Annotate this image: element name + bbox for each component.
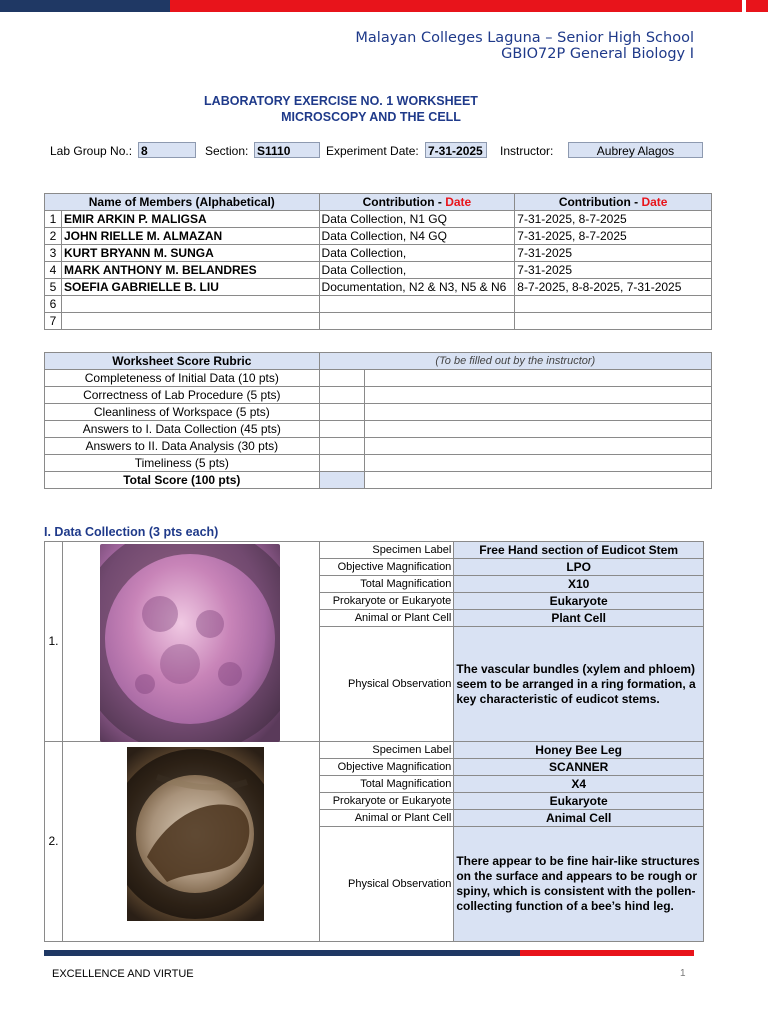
rubric-item: Timeliness (5 pts) [45, 455, 320, 472]
rubric-remarks-cell[interactable] [364, 455, 711, 472]
prokaryote-value[interactable]: Eukaryote [454, 593, 704, 610]
rubric-remarks-cell[interactable] [364, 421, 711, 438]
rubric-score-cell[interactable] [319, 438, 364, 455]
eudicot-stem-texture [100, 544, 280, 742]
rubric-item: Correctness of Lab Procedure (5 pts) [45, 387, 320, 404]
school-name: Malayan Colleges Laguna – Senior High School [355, 30, 694, 46]
honey-bee-leg-texture [127, 747, 264, 921]
table-row [45, 228, 712, 245]
observation-caption: Physical Observation [320, 627, 454, 742]
lab-group-label: Lab Group No.: [50, 144, 133, 158]
honey-bee-leg-micrograph [127, 747, 264, 921]
rubric-total-row [45, 472, 712, 489]
member-contribution[interactable] [319, 296, 515, 313]
rubric-score-cell[interactable] [319, 455, 364, 472]
header-bar-red [170, 0, 742, 12]
rubric-total-label: Total Score (100 pts) [45, 472, 320, 489]
objective-magnification-value[interactable]: SCANNER [454, 759, 704, 776]
rubric-item: Answers to II. Data Analysis (30 pts) [45, 438, 320, 455]
total-magnification-caption: Total Magnification [320, 576, 454, 593]
members-name-header: Name of Members (Alphabetical) [45, 194, 320, 211]
rubric-header-row [45, 353, 712, 370]
rubric-score-cell[interactable] [319, 387, 364, 404]
cell-type-caption: Animal or Plant Cell [320, 610, 454, 627]
member-number: 6 [45, 296, 62, 313]
table-row [45, 279, 712, 296]
member-name[interactable]: KURT BRYANN M. SUNGA [61, 245, 319, 262]
worksheet-subtitle: MICROSCOPY AND THE CELL [281, 110, 461, 124]
school-header [355, 30, 694, 62]
table-row [45, 421, 712, 438]
member-number: 1 [45, 211, 62, 228]
member-number: 4 [45, 262, 62, 279]
table-row [45, 211, 712, 228]
member-date[interactable]: 7-31-2025 [515, 262, 712, 279]
rubric-total-remarks[interactable] [364, 472, 711, 489]
rubric-score-cell[interactable] [319, 370, 364, 387]
worksheet-title: LABORATORY EXERCISE NO. 1 WORKSHEET [204, 94, 478, 108]
section-field[interactable]: S1110 [254, 142, 320, 158]
member-name[interactable]: MARK ANTHONY M. BELANDRES [61, 262, 319, 279]
rubric-remarks-cell[interactable] [364, 438, 711, 455]
rubric-item: Answers to I. Data Collection (45 pts) [45, 421, 320, 438]
prokaryote-caption: Prokaryote or Eukaryote [320, 593, 454, 610]
member-date[interactable]: 7-31-2025 [515, 245, 712, 262]
member-date[interactable]: 8-7-2025, 8-8-2025, 7-31-2025 [515, 279, 712, 296]
instructor-field[interactable]: Aubrey Alagos [568, 142, 703, 158]
member-date[interactable]: 7-31-2025, 8-7-2025 [515, 228, 712, 245]
member-number: 2 [45, 228, 62, 245]
specimen-label-value[interactable]: Honey Bee Leg [454, 742, 704, 759]
specimen-number: 2. [45, 742, 63, 942]
member-contribution[interactable]: Data Collection, N1 GQ [319, 211, 515, 228]
prokaryote-value[interactable]: Eukaryote [454, 793, 704, 810]
specimen-label-caption: Specimen Label [320, 742, 454, 759]
footer-bar-navy [44, 950, 520, 956]
objective-magnification-caption: Objective Magnification [320, 759, 454, 776]
experiment-date-field[interactable]: 7-31-2025 [425, 142, 487, 158]
table-row [45, 296, 712, 313]
member-name[interactable]: SOEFIA GABRIELLE B. LIU [61, 279, 319, 296]
rubric-total-score[interactable] [319, 472, 364, 489]
member-name[interactable]: EMIR ARKIN P. MALIGSA [61, 211, 319, 228]
member-number: 7 [45, 313, 62, 330]
total-magnification-value[interactable]: X10 [454, 576, 704, 593]
members-contribution-header: Contribution - Date [319, 194, 515, 211]
observation-value[interactable]: The vascular bundles (xylem and phloem) seem to be arranged in a ring formation, a key characteristic of eudicot stems. [454, 627, 704, 742]
member-name[interactable] [61, 313, 319, 330]
section-label: Section: [205, 144, 249, 158]
objective-magnification-value[interactable]: LPO [454, 559, 704, 576]
table-row [45, 404, 712, 421]
total-magnification-value[interactable]: X4 [454, 776, 704, 793]
rubric-remarks-cell[interactable] [364, 370, 711, 387]
header-bar-red-end [746, 0, 768, 12]
members-header-row [45, 194, 712, 211]
rubric-remarks-cell[interactable] [364, 387, 711, 404]
member-contribution[interactable]: Data Collection, [319, 262, 515, 279]
cell-type-value[interactable]: Animal Cell [454, 810, 704, 827]
table-row [45, 455, 712, 472]
cell-type-caption: Animal or Plant Cell [320, 810, 454, 827]
rubric-item: Completeness of Initial Data (10 pts) [45, 370, 320, 387]
data-collection-title: I. Data Collection (3 pts each) [44, 525, 219, 539]
footer-bar-red [520, 950, 694, 956]
table-row [45, 245, 712, 262]
rubric-score-cell[interactable] [319, 421, 364, 438]
eudicot-stem-micrograph [100, 544, 280, 742]
member-number: 3 [45, 245, 62, 262]
specimen-number: 1. [45, 542, 63, 742]
rubric-table [44, 352, 712, 489]
member-contribution[interactable]: Documentation, N2 & N3, N5 & N6 [319, 279, 515, 296]
members-date-header: Contribution - Date [515, 194, 712, 211]
table-row [45, 313, 712, 330]
header-bar-navy [0, 0, 170, 12]
specimen-label-caption: Specimen Label [320, 542, 454, 559]
member-contribution[interactable]: Data Collection, [319, 245, 515, 262]
member-contribution[interactable]: Data Collection, N4 GQ [319, 228, 515, 245]
course-name: GBIO72P General Biology I [501, 46, 694, 62]
rubric-header: Worksheet Score Rubric [45, 353, 320, 370]
member-number: 5 [45, 279, 62, 296]
table-row [45, 387, 712, 404]
footer-motto: EXCELLENCE AND VIRTUE [52, 968, 194, 980]
total-magnification-caption: Total Magnification [320, 776, 454, 793]
objective-magnification-caption: Objective Magnification [320, 559, 454, 576]
experiment-date-label: Experiment Date: [326, 144, 419, 158]
member-date[interactable] [515, 296, 712, 313]
member-contribution[interactable] [319, 313, 515, 330]
table-row [45, 262, 712, 279]
member-date[interactable] [515, 313, 712, 330]
cell-type-value[interactable]: Plant Cell [454, 610, 704, 627]
prokaryote-caption: Prokaryote or Eukaryote [320, 793, 454, 810]
lab-group-field[interactable]: 8 [138, 142, 196, 158]
observation-value[interactable]: There appear to be fine hair-like structures on the surface and appears to be rough or spiny, which is consistent with the pollen-collecting function of a bee’s hind leg. [454, 827, 704, 942]
table-row [45, 370, 712, 387]
rubric-note: (To be filled out by the instructor) [319, 353, 711, 370]
page-number: 1 [680, 968, 686, 979]
rubric-remarks-cell[interactable] [364, 404, 711, 421]
specimen-label-value[interactable]: Free Hand section of Eudicot Stem [454, 542, 704, 559]
member-name[interactable]: JOHN RIELLE M. ALMAZAN [61, 228, 319, 245]
observation-caption: Physical Observation [320, 827, 454, 942]
instructor-label: Instructor: [500, 144, 554, 158]
rubric-score-cell[interactable] [319, 404, 364, 421]
member-name[interactable] [61, 296, 319, 313]
member-date[interactable]: 7-31-2025, 8-7-2025 [515, 211, 712, 228]
table-row [45, 438, 712, 455]
rubric-item: Cleanliness of Workspace (5 pts) [45, 404, 320, 421]
members-table [44, 193, 712, 330]
